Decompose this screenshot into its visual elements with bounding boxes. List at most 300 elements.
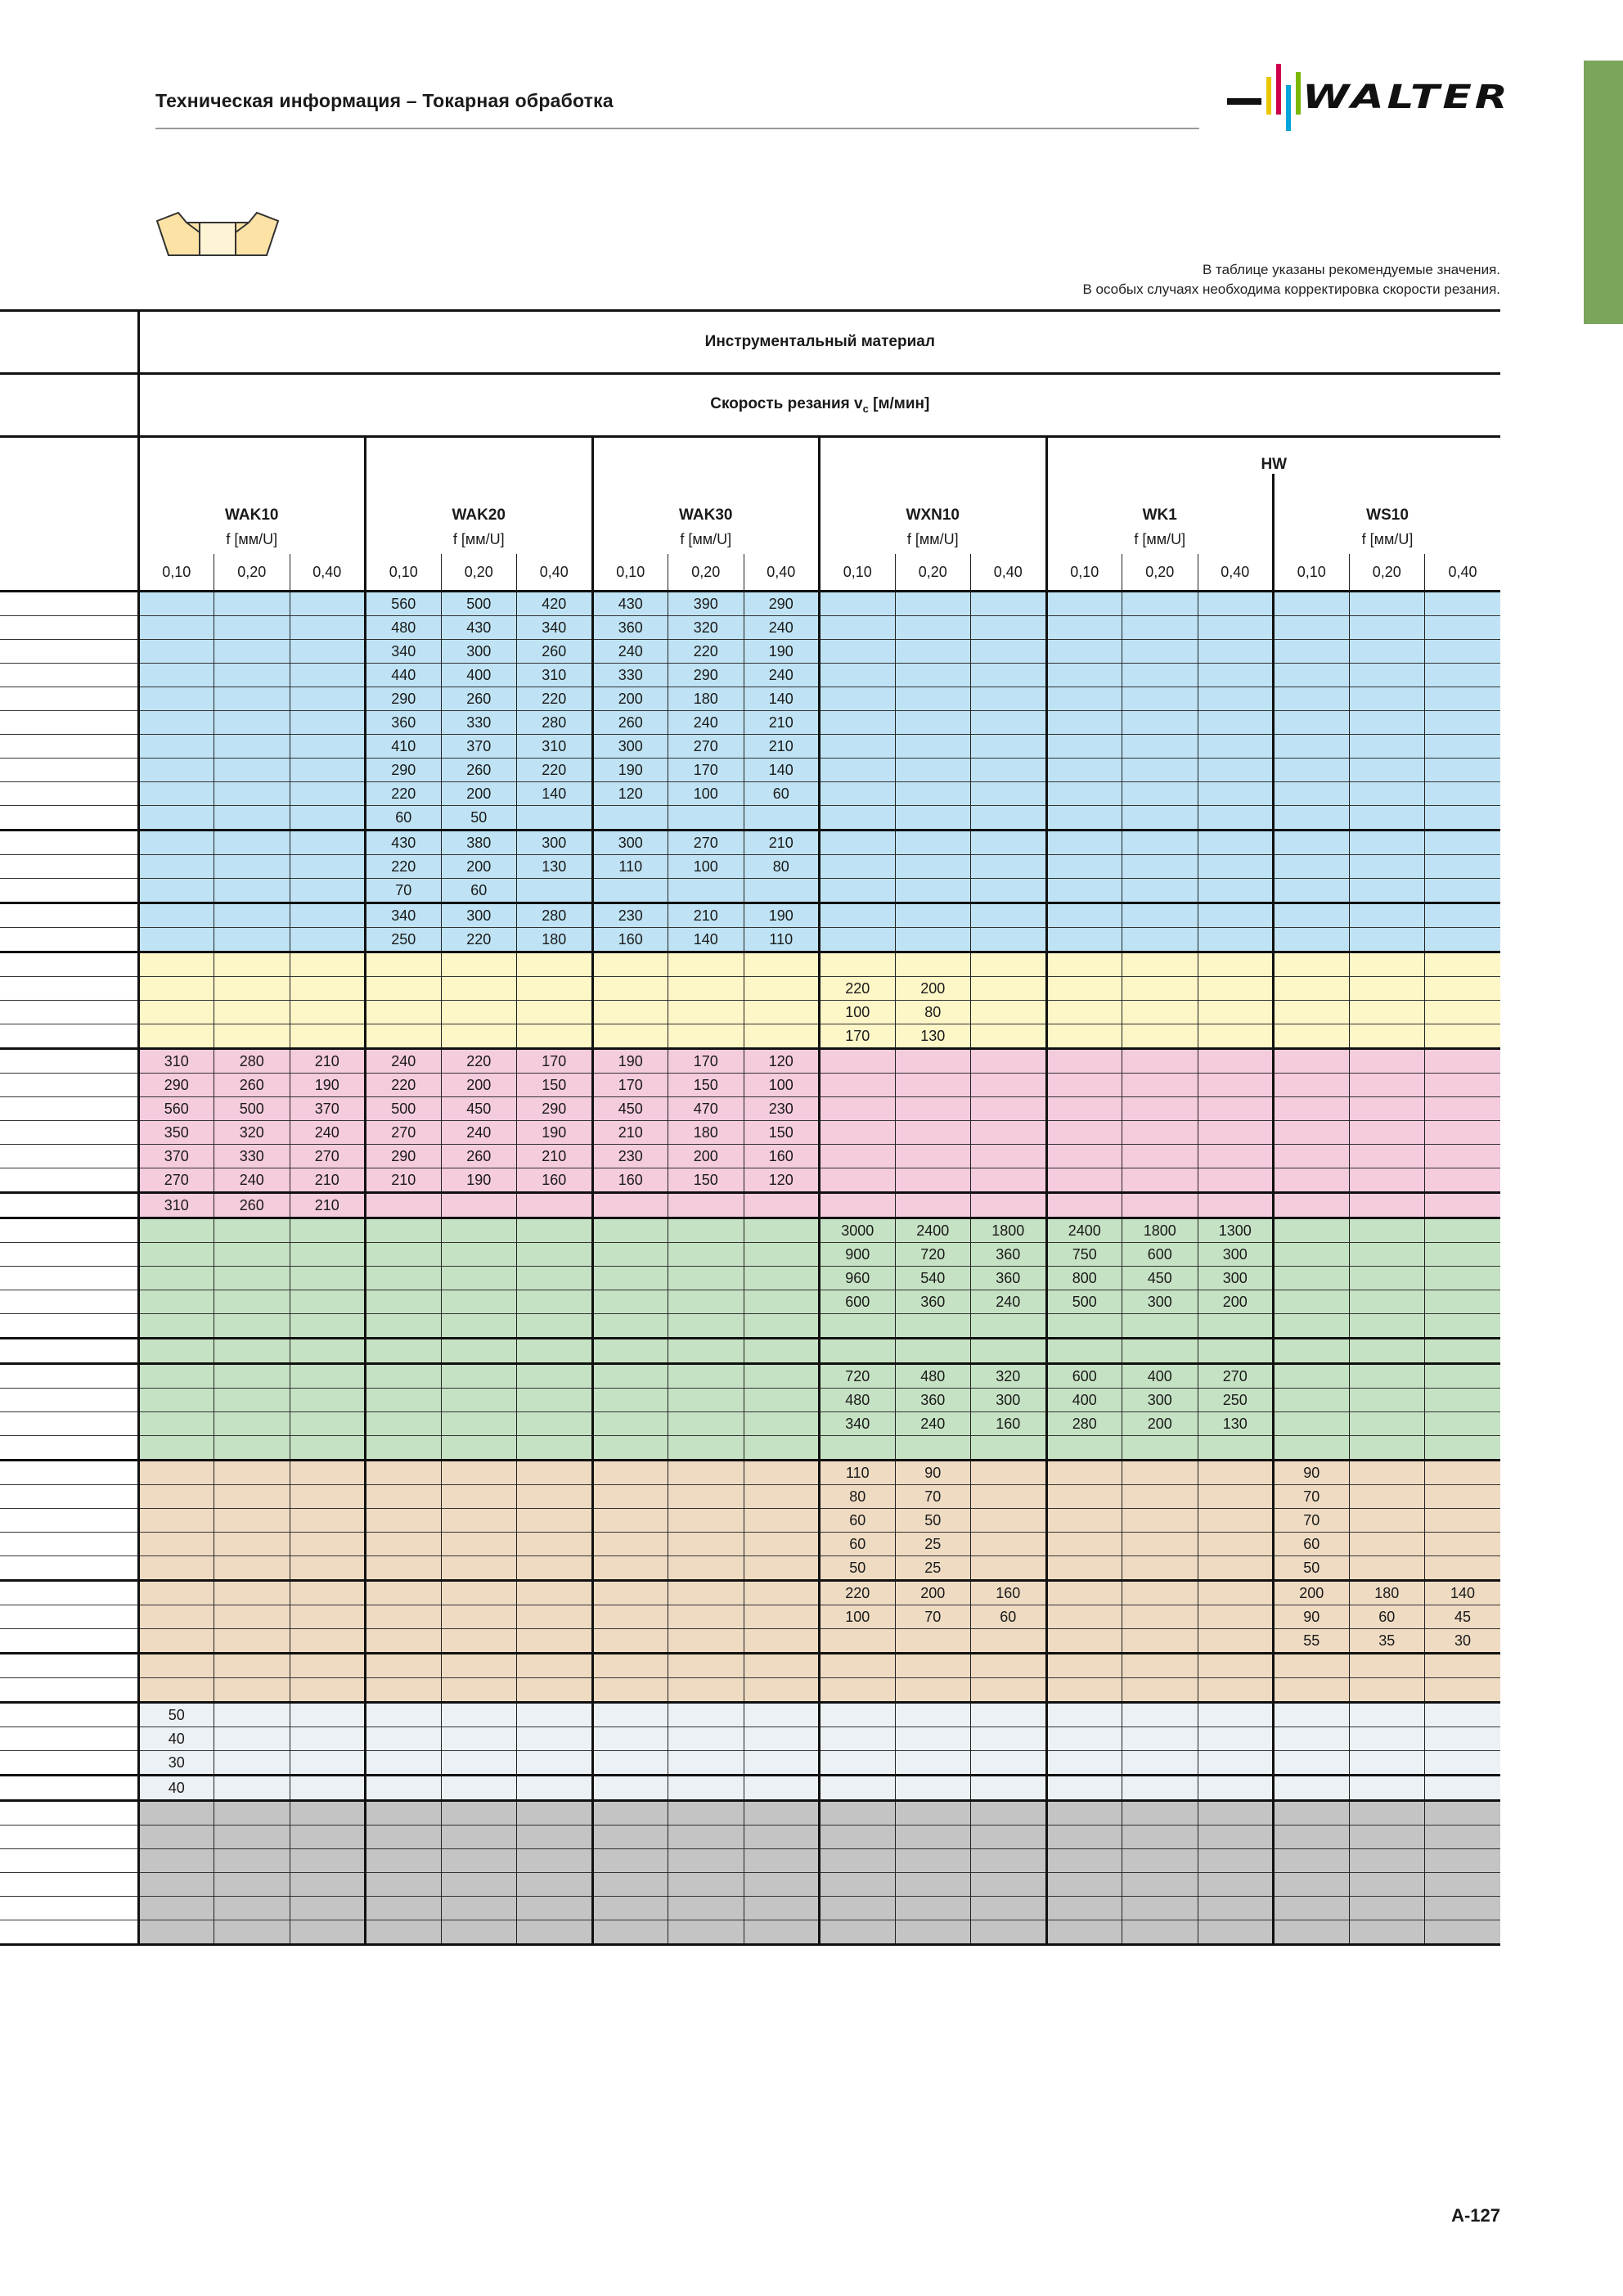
table-row bbox=[0, 1509, 1500, 1533]
speed-cell bbox=[592, 879, 668, 903]
speed-cell: 560 bbox=[366, 592, 442, 616]
speed-cell: 380 bbox=[441, 831, 517, 855]
speed-cell bbox=[366, 1412, 442, 1436]
speed-cell bbox=[1425, 1364, 1501, 1389]
table-row bbox=[0, 1290, 1500, 1314]
speed-cell bbox=[744, 1920, 820, 1945]
speed-cell bbox=[592, 1485, 668, 1509]
speed-cell bbox=[1198, 1001, 1274, 1024]
material-group-cell bbox=[0, 1485, 138, 1509]
speed-cell bbox=[138, 1412, 214, 1436]
speed-cell bbox=[214, 855, 290, 879]
speed-cell bbox=[971, 1049, 1047, 1074]
speed-cell: 320 bbox=[668, 616, 744, 640]
speed-cell: 180 bbox=[668, 1121, 744, 1145]
speed-cell: 260 bbox=[214, 1193, 290, 1218]
speed-cell: 160 bbox=[517, 1168, 593, 1193]
speed-cell: 340 bbox=[517, 616, 593, 640]
speed-cell bbox=[1198, 711, 1274, 735]
speed-cell bbox=[744, 1678, 820, 1703]
speed-cell bbox=[1425, 1389, 1501, 1412]
speed-cell bbox=[1274, 687, 1350, 711]
speed-cell bbox=[214, 1654, 290, 1678]
speed-cell bbox=[441, 977, 517, 1001]
speed-cell bbox=[1349, 1849, 1425, 1873]
speed-cell bbox=[1046, 1339, 1122, 1364]
speed-cell bbox=[744, 1001, 820, 1024]
speed-cell bbox=[1198, 759, 1274, 782]
speed-cell bbox=[138, 1461, 214, 1485]
speed-cell bbox=[1046, 977, 1122, 1001]
speed-cell bbox=[290, 759, 366, 782]
speed-cell bbox=[517, 1556, 593, 1581]
speed-cell bbox=[1046, 1776, 1122, 1801]
speed-cell: 210 bbox=[592, 1121, 668, 1145]
speed-cell bbox=[1349, 1364, 1425, 1389]
speed-cell bbox=[441, 1654, 517, 1678]
speed-cell bbox=[138, 1826, 214, 1849]
speed-cell: 430 bbox=[441, 616, 517, 640]
speed-cell: 270 bbox=[366, 1121, 442, 1145]
speed-cell bbox=[290, 1654, 366, 1678]
speed-cell bbox=[971, 928, 1047, 952]
speed-cell bbox=[592, 1605, 668, 1629]
speed-cell bbox=[441, 1801, 517, 1826]
speed-cell bbox=[366, 1024, 442, 1049]
speed-cell bbox=[441, 1920, 517, 1945]
speed-cell: 340 bbox=[366, 640, 442, 664]
speed-cell bbox=[1122, 1485, 1198, 1509]
feed-unit-label: f [мм/U] bbox=[1274, 524, 1501, 554]
material-group-cell bbox=[0, 879, 138, 903]
speed-cell bbox=[441, 1267, 517, 1290]
grade-header: WAK30 bbox=[592, 474, 820, 524]
speed-cell bbox=[668, 1412, 744, 1436]
speed-cell bbox=[1198, 1703, 1274, 1727]
speed-cell bbox=[517, 1412, 593, 1436]
speed-cell bbox=[366, 977, 442, 1001]
speed-cell bbox=[1274, 1897, 1350, 1920]
speed-cell: 240 bbox=[971, 1290, 1047, 1314]
speed-cell bbox=[971, 782, 1047, 806]
speed-cell bbox=[441, 1556, 517, 1581]
speed-cell bbox=[290, 1461, 366, 1485]
speed-cell bbox=[366, 1556, 442, 1581]
speed-cell bbox=[895, 1920, 971, 1945]
speed-cell bbox=[517, 1533, 593, 1556]
speed-cell bbox=[1274, 1801, 1350, 1826]
speed-cell bbox=[1274, 1001, 1350, 1024]
speed-cell: 120 bbox=[744, 1049, 820, 1074]
speed-cell: 320 bbox=[971, 1364, 1047, 1389]
speed-cell: 220 bbox=[366, 855, 442, 879]
speed-cell bbox=[441, 1678, 517, 1703]
speed-cell bbox=[441, 1001, 517, 1024]
speed-cell: 260 bbox=[592, 711, 668, 735]
speed-cell bbox=[1046, 711, 1122, 735]
speed-cell bbox=[441, 1605, 517, 1629]
speed-cell bbox=[1425, 879, 1501, 903]
speed-cell bbox=[744, 1533, 820, 1556]
speed-cell bbox=[290, 1243, 366, 1267]
speed-cell bbox=[517, 1436, 593, 1461]
speed-cell bbox=[592, 952, 668, 977]
speed-cell bbox=[895, 806, 971, 831]
speed-cell bbox=[1046, 1678, 1122, 1703]
table-row bbox=[0, 1654, 1500, 1678]
feed-value-header: 0,20 bbox=[1122, 554, 1198, 592]
speed-cell bbox=[517, 1605, 593, 1629]
speed-cell: 480 bbox=[366, 616, 442, 640]
speed-cell bbox=[1198, 1168, 1274, 1193]
speed-cell: 210 bbox=[290, 1168, 366, 1193]
speed-cell bbox=[895, 1074, 971, 1097]
speed-cell bbox=[971, 1897, 1047, 1920]
speed-cell bbox=[290, 1364, 366, 1389]
speed-cell bbox=[1349, 1654, 1425, 1678]
speed-cell: 140 bbox=[668, 928, 744, 952]
speed-cell bbox=[744, 1897, 820, 1920]
speed-cell bbox=[820, 1629, 896, 1654]
speed-cell bbox=[971, 1485, 1047, 1509]
speed-cell bbox=[592, 1001, 668, 1024]
speed-cell bbox=[1349, 1121, 1425, 1145]
speed-cell: 220 bbox=[820, 977, 896, 1001]
speed-cell bbox=[1122, 616, 1198, 640]
speed-cell bbox=[517, 1339, 593, 1364]
speed-cell bbox=[1425, 1243, 1501, 1267]
speed-cell: 60 bbox=[1274, 1533, 1350, 1556]
speed-cell: 750 bbox=[1046, 1243, 1122, 1267]
speed-cell bbox=[290, 977, 366, 1001]
speed-cell bbox=[1122, 1049, 1198, 1074]
speed-cell bbox=[138, 1556, 214, 1581]
speed-cell bbox=[214, 1389, 290, 1412]
speed-cell bbox=[290, 1873, 366, 1897]
speed-cell bbox=[1198, 879, 1274, 903]
speed-cell bbox=[1274, 903, 1350, 928]
speed-cell bbox=[138, 1605, 214, 1629]
speed-cell bbox=[1425, 1145, 1501, 1168]
table-row bbox=[0, 1461, 1500, 1485]
speed-cell: 3000 bbox=[820, 1218, 896, 1243]
speed-cell bbox=[441, 1826, 517, 1849]
speed-cell bbox=[1122, 711, 1198, 735]
speed-cell bbox=[214, 616, 290, 640]
material-group-cell bbox=[0, 1678, 138, 1703]
speed-cell bbox=[971, 855, 1047, 879]
speed-cell bbox=[290, 1389, 366, 1412]
speed-cell bbox=[1046, 1168, 1122, 1193]
table-row bbox=[0, 782, 1500, 806]
speed-cell bbox=[820, 1776, 896, 1801]
speed-cell bbox=[138, 1290, 214, 1314]
speed-cell bbox=[895, 1314, 971, 1339]
speed-cell bbox=[1198, 1605, 1274, 1629]
speed-cell bbox=[820, 664, 896, 687]
speed-cell bbox=[214, 928, 290, 952]
speed-cell bbox=[820, 928, 896, 952]
speed-cell bbox=[366, 1703, 442, 1727]
speed-cell bbox=[744, 1727, 820, 1751]
speed-cell bbox=[668, 1290, 744, 1314]
speed-cell bbox=[592, 1801, 668, 1826]
speed-cell bbox=[668, 1339, 744, 1364]
speed-cell: 160 bbox=[971, 1581, 1047, 1605]
speed-cell bbox=[517, 1776, 593, 1801]
speed-cell: 900 bbox=[820, 1243, 896, 1267]
material-group-cell bbox=[0, 616, 138, 640]
speed-cell bbox=[138, 1920, 214, 1945]
speed-cell bbox=[214, 1243, 290, 1267]
speed-cell bbox=[1425, 1533, 1501, 1556]
speed-cell: 280 bbox=[517, 711, 593, 735]
speed-cell bbox=[1046, 928, 1122, 952]
table-row bbox=[0, 1412, 1500, 1436]
speed-cell bbox=[290, 687, 366, 711]
speed-cell bbox=[592, 1436, 668, 1461]
speed-cell bbox=[1349, 1412, 1425, 1436]
speed-cell bbox=[1046, 687, 1122, 711]
material-group-cell bbox=[0, 1751, 138, 1776]
speed-cell bbox=[820, 1074, 896, 1097]
speed-cell bbox=[895, 855, 971, 879]
speed-cell bbox=[668, 1826, 744, 1849]
table-row bbox=[0, 1364, 1500, 1389]
speed-cell bbox=[290, 1581, 366, 1605]
speed-cell bbox=[744, 1776, 820, 1801]
speed-cell bbox=[1349, 1049, 1425, 1074]
speed-cell bbox=[820, 1193, 896, 1218]
speed-cell bbox=[1122, 855, 1198, 879]
speed-cell: 280 bbox=[1046, 1412, 1122, 1436]
speed-cell bbox=[895, 1339, 971, 1364]
speed-cell bbox=[1198, 1049, 1274, 1074]
speed-cell bbox=[1425, 664, 1501, 687]
speed-cell bbox=[1122, 903, 1198, 928]
speed-cell bbox=[1046, 806, 1122, 831]
speed-cell: 370 bbox=[138, 1145, 214, 1168]
speed-cell bbox=[1274, 1024, 1350, 1049]
speed-cell bbox=[744, 1461, 820, 1485]
material-group-cell bbox=[0, 1436, 138, 1461]
speed-cell bbox=[1198, 1801, 1274, 1826]
speed-cell bbox=[1046, 855, 1122, 879]
speed-cell bbox=[517, 1389, 593, 1412]
speed-cell bbox=[895, 664, 971, 687]
speed-cell: 220 bbox=[441, 928, 517, 952]
speed-cell: 210 bbox=[366, 1168, 442, 1193]
feed-value-header: 0,20 bbox=[895, 554, 971, 592]
speed-cell bbox=[138, 687, 214, 711]
speed-cell bbox=[1349, 1461, 1425, 1485]
speed-cell bbox=[1349, 1290, 1425, 1314]
material-group-cell bbox=[0, 1364, 138, 1389]
speed-cell bbox=[1198, 1024, 1274, 1049]
speed-cell bbox=[138, 782, 214, 806]
speed-cell bbox=[441, 1364, 517, 1389]
speed-cell bbox=[366, 1581, 442, 1605]
table-row bbox=[0, 687, 1500, 711]
speed-cell bbox=[1198, 1751, 1274, 1776]
speed-cell: 470 bbox=[668, 1097, 744, 1121]
speed-cell bbox=[744, 1849, 820, 1873]
speed-cell bbox=[744, 1629, 820, 1654]
speed-cell bbox=[1122, 1849, 1198, 1873]
speed-cell bbox=[138, 1533, 214, 1556]
speed-cell: 180 bbox=[517, 928, 593, 952]
speed-cell bbox=[668, 1533, 744, 1556]
speed-cell: 170 bbox=[668, 1049, 744, 1074]
material-group-cell bbox=[0, 977, 138, 1001]
speed-cell bbox=[1046, 1024, 1122, 1049]
speed-cell bbox=[214, 1364, 290, 1389]
speed-cell bbox=[744, 1485, 820, 1509]
speed-cell bbox=[138, 855, 214, 879]
speed-cell bbox=[290, 1629, 366, 1654]
speed-cell: 100 bbox=[668, 782, 744, 806]
speed-cell bbox=[1349, 687, 1425, 711]
feed-value-header: 0,20 bbox=[441, 554, 517, 592]
speed-cell bbox=[1198, 952, 1274, 977]
speed-cell bbox=[441, 952, 517, 977]
table-row bbox=[0, 1243, 1500, 1267]
speed-cell bbox=[366, 1290, 442, 1314]
speed-cell bbox=[820, 1849, 896, 1873]
speed-cell: 350 bbox=[138, 1121, 214, 1145]
material-group-cell bbox=[0, 640, 138, 664]
speed-cell bbox=[592, 1873, 668, 1897]
speed-cell bbox=[290, 1509, 366, 1533]
speed-cell bbox=[441, 1776, 517, 1801]
material-group-cell bbox=[0, 1605, 138, 1629]
speed-cell bbox=[290, 664, 366, 687]
speed-cell bbox=[668, 1629, 744, 1654]
speed-cell bbox=[138, 952, 214, 977]
speed-cell bbox=[1349, 640, 1425, 664]
speed-cell: 190 bbox=[441, 1168, 517, 1193]
feed-value-header: 0,10 bbox=[138, 554, 214, 592]
speed-cell: 210 bbox=[290, 1049, 366, 1074]
speed-cell bbox=[1274, 1074, 1350, 1097]
speed-cell bbox=[214, 1776, 290, 1801]
speed-cell bbox=[138, 903, 214, 928]
material-group-cell bbox=[0, 1243, 138, 1267]
speed-cell bbox=[895, 1873, 971, 1897]
speed-cell bbox=[441, 1751, 517, 1776]
speed-cell bbox=[214, 1024, 290, 1049]
speed-cell bbox=[517, 1826, 593, 1849]
speed-cell bbox=[895, 1629, 971, 1654]
speed-cell bbox=[668, 1364, 744, 1389]
speed-cell bbox=[138, 806, 214, 831]
speed-cell bbox=[820, 711, 896, 735]
speed-cell: 170 bbox=[592, 1074, 668, 1097]
speed-cell: 25 bbox=[895, 1533, 971, 1556]
speed-cell: 270 bbox=[1198, 1364, 1274, 1389]
speed-cell bbox=[895, 1849, 971, 1873]
speed-cell bbox=[1122, 1897, 1198, 1920]
speed-cell bbox=[744, 1801, 820, 1826]
speed-cell bbox=[971, 1727, 1047, 1751]
table-row bbox=[0, 1001, 1500, 1024]
speed-cell bbox=[366, 1193, 442, 1218]
speed-cell bbox=[1425, 1168, 1501, 1193]
speed-cell bbox=[895, 1193, 971, 1218]
speed-cell bbox=[1198, 1629, 1274, 1654]
speed-cell bbox=[441, 1533, 517, 1556]
speed-cell bbox=[744, 1290, 820, 1314]
speed-cell bbox=[668, 1024, 744, 1049]
speed-cell bbox=[1122, 1097, 1198, 1121]
speed-cell bbox=[668, 1485, 744, 1509]
speed-cell bbox=[971, 1703, 1047, 1727]
speed-cell bbox=[1425, 1097, 1501, 1121]
table-row bbox=[0, 928, 1500, 952]
speed-cell bbox=[1425, 1776, 1501, 1801]
speed-cell bbox=[214, 664, 290, 687]
speed-cell bbox=[1274, 1243, 1350, 1267]
speed-cell bbox=[138, 1314, 214, 1339]
speed-cell bbox=[214, 782, 290, 806]
speed-cell: 310 bbox=[517, 735, 593, 759]
speed-cell bbox=[820, 879, 896, 903]
speed-cell bbox=[366, 1678, 442, 1703]
speed-cell: 150 bbox=[668, 1074, 744, 1097]
speed-cell bbox=[1274, 977, 1350, 1001]
speed-cell: 300 bbox=[441, 640, 517, 664]
speed-cell bbox=[971, 1314, 1047, 1339]
speed-cell bbox=[1349, 711, 1425, 735]
speed-cell bbox=[138, 1389, 214, 1412]
speed-cell bbox=[592, 977, 668, 1001]
speed-cell: 220 bbox=[517, 759, 593, 782]
speed-cell bbox=[1425, 831, 1501, 855]
speed-cell: 270 bbox=[668, 735, 744, 759]
speed-cell bbox=[1122, 1509, 1198, 1533]
speed-cell bbox=[1046, 1436, 1122, 1461]
material-group-cell bbox=[0, 1049, 138, 1074]
speed-cell bbox=[290, 1339, 366, 1364]
grade-header: WAK20 bbox=[366, 474, 593, 524]
table-row bbox=[0, 1145, 1500, 1168]
speed-cell bbox=[441, 1485, 517, 1509]
speed-cell bbox=[971, 1920, 1047, 1945]
material-group-cell bbox=[0, 592, 138, 616]
speed-cell bbox=[1349, 1074, 1425, 1097]
speed-cell bbox=[1046, 1533, 1122, 1556]
speed-cell bbox=[820, 1703, 896, 1727]
speed-cell bbox=[592, 1556, 668, 1581]
speed-cell bbox=[668, 1267, 744, 1290]
speed-cell bbox=[517, 1801, 593, 1826]
speed-cell bbox=[1046, 616, 1122, 640]
speed-cell: 440 bbox=[366, 664, 442, 687]
speed-cell bbox=[1122, 782, 1198, 806]
speed-cell bbox=[1122, 1801, 1198, 1826]
speed-cell bbox=[214, 1556, 290, 1581]
speed-cell: 60 bbox=[744, 782, 820, 806]
speed-cell bbox=[820, 1097, 896, 1121]
speed-cell: 310 bbox=[138, 1193, 214, 1218]
speed-cell bbox=[214, 1218, 290, 1243]
speed-cell: 300 bbox=[1198, 1267, 1274, 1290]
material-group-cell bbox=[0, 1145, 138, 1168]
speed-cell bbox=[1046, 1654, 1122, 1678]
speed-cell: 370 bbox=[441, 735, 517, 759]
speed-cell bbox=[1122, 592, 1198, 616]
feed-value-header: 0,20 bbox=[668, 554, 744, 592]
